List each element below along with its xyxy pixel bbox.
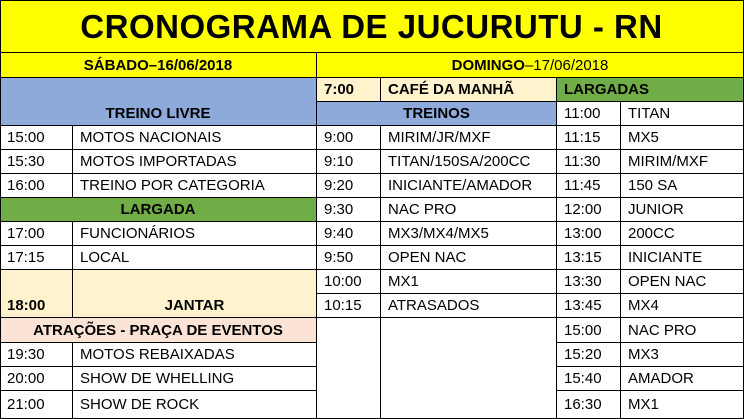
sun-largada-label: TITAN: [621, 102, 744, 126]
sun-treino-label: MX1: [381, 270, 557, 294]
atracoes-header: ATRAÇÕES - PRAÇA DE EVENTOS: [0, 318, 317, 343]
jantar-time: 18:00: [0, 270, 73, 318]
sun-largada-time: 15:00: [557, 318, 621, 343]
saturday-header: [0, 53, 317, 78]
sun-largada-time: 13:15: [557, 246, 621, 270]
sun-largada-label: NAC PRO: [621, 318, 744, 343]
sun-largada-time: 11:15: [557, 126, 621, 150]
largada-header: LARGADA: [0, 198, 317, 222]
cafe-time: 7:00: [317, 78, 381, 102]
sun-largada-time: 15:40: [557, 367, 621, 391]
sunday-date: 17/06/2018: [533, 56, 609, 74]
sat-largada-label: LOCAL: [73, 246, 317, 270]
sun-treino-time: 10:15: [317, 294, 381, 318]
sat-largada-time: 17:00: [0, 222, 73, 246]
sunday-header: [317, 53, 744, 78]
sun-treino-time: 9:10: [317, 150, 381, 174]
sat-atracao-label: SHOW DE WHELLING: [73, 367, 317, 391]
sun-largada-label: MIRIM/MXF: [621, 150, 744, 174]
sat-treino-label: MOTOS IMPORTADAS: [73, 150, 317, 174]
sun-treino-time: 9:30: [317, 198, 381, 222]
sat-atracao-time: 21:00: [0, 391, 73, 419]
sun-treino-time: 9:00: [317, 126, 381, 150]
saturday-date: 16/06/2018: [157, 56, 233, 74]
sun-treino-time: 10:00: [317, 270, 381, 294]
sunday-sep: –: [524, 56, 534, 74]
sun-treino-time: 9:50: [317, 246, 381, 270]
sun-largada-time: 13:00: [557, 222, 621, 246]
sun-largada-time: 11:00: [557, 102, 621, 126]
sun-treino-time: 9:40: [317, 222, 381, 246]
sun-largada-time: 11:45: [557, 174, 621, 198]
sun-treino-time: 9:20: [317, 174, 381, 198]
sat-treino-time: 15:30: [0, 150, 73, 174]
sun-treino-label: MIRIM/JR/MXF: [381, 126, 557, 150]
sun-largada-time: 11:30: [557, 150, 621, 174]
sun-treino-label: OPEN NAC: [381, 246, 557, 270]
largadas-header: LARGADAS: [557, 78, 744, 102]
sun-largada-time: 13:45: [557, 294, 621, 318]
sat-atracao-label: MOTOS REBAIXADAS: [73, 343, 317, 367]
empty-cell: [317, 318, 381, 419]
sat-atracao-label: SHOW DE ROCK: [73, 391, 317, 419]
page-title: CRONOGRAMA DE JUCURUTU - RN: [0, 0, 744, 53]
sat-treino-label: MOTOS NACIONAIS: [73, 126, 317, 150]
sat-treino-time: 16:00: [0, 174, 73, 198]
sat-treino-time: 15:00: [0, 126, 73, 150]
sun-largada-label: MX3: [621, 343, 744, 367]
sun-largada-time: 15:20: [557, 343, 621, 367]
saturday-sep: –: [148, 56, 158, 74]
sun-largada-label: JUNIOR: [621, 198, 744, 222]
sun-largada-time: 13:30: [557, 270, 621, 294]
sun-largada-label: INICIANTE: [621, 246, 744, 270]
empty-cell: [381, 318, 557, 419]
sun-largada-time: 12:00: [557, 198, 621, 222]
saturday-day: SÁBADO: [83, 56, 149, 74]
sun-treino-label: ATRASADOS: [381, 294, 557, 318]
sun-treino-label: INICIANTE/AMADOR: [381, 174, 557, 198]
sun-treino-label: MX3/MX4/MX5: [381, 222, 557, 246]
treinos-header: TREINOS: [317, 102, 557, 126]
jantar-label: JANTAR: [73, 270, 317, 318]
sat-atracao-time: 20:00: [0, 367, 73, 391]
sat-largada-time: 17:15: [0, 246, 73, 270]
sun-largada-label: 150 SA: [621, 174, 744, 198]
sun-largada-label: MX5: [621, 126, 744, 150]
sun-largada-label: OPEN NAC: [621, 270, 744, 294]
sun-treino-label: TITAN/150SA/200CC: [381, 150, 557, 174]
sunday-day: DOMINGO: [451, 56, 525, 74]
sun-treino-label: NAC PRO: [381, 198, 557, 222]
cafe-label: CAFÉ DA MANHÃ: [381, 78, 557, 102]
sun-largada-label: AMADOR: [621, 367, 744, 391]
sat-largada-label: FUNCIONÁRIOS: [73, 222, 317, 246]
sat-treino-label: TREINO POR CATEGORIA: [73, 174, 317, 198]
sun-largada-time: 16:30: [557, 391, 621, 419]
sat-atracao-time: 19:30: [0, 343, 73, 367]
sun-largada-label: MX1: [621, 391, 744, 419]
sun-largada-label: MX4: [621, 294, 744, 318]
treino-livre-header: TREINO LIVRE: [0, 78, 317, 126]
sun-largada-label: 200CC: [621, 222, 744, 246]
